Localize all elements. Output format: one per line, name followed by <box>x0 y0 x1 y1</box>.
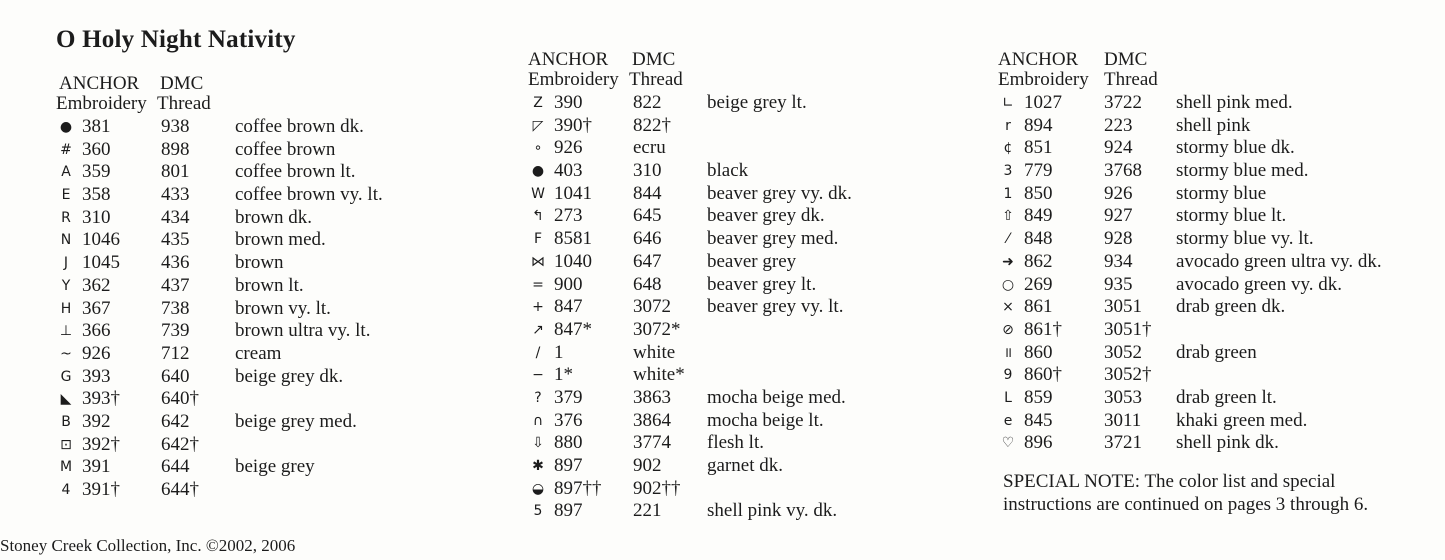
question-mark-icon: ? <box>534 389 542 406</box>
dmc-number: 934 <box>1104 250 1133 272</box>
anchor-subheader: Embroidery <box>998 69 1089 90</box>
color-name: beaver grey vy. dk. <box>707 182 852 204</box>
page-title: O Holy Night Nativity <box>56 26 296 53</box>
color-name: beaver grey lt. <box>707 273 817 295</box>
digit-four-icon: 4 <box>61 482 71 498</box>
down-arrow-icon: ⇩ <box>532 435 544 452</box>
cent-icon: ¢ <box>1003 140 1013 157</box>
letter-a-icon: A <box>61 164 71 181</box>
letter-y-icon: Y <box>61 277 71 294</box>
dmc-number: 3053 <box>1104 386 1142 408</box>
corner-triangle-icon: ◸ <box>532 117 544 134</box>
digit-one-icon: 1 <box>1003 185 1013 202</box>
anchor-number: 273 <box>554 205 583 227</box>
anchor-header: ANCHOR <box>59 73 140 94</box>
letter-l-icon: L <box>1004 389 1012 406</box>
letter-r-small-icon: r <box>1005 117 1011 134</box>
dmc-number: 310 <box>633 160 662 182</box>
diagonal-arrow-icon: ↗ <box>532 321 544 338</box>
dmc-number: 3774 <box>633 432 671 454</box>
dmc-number: 3722 <box>1104 92 1142 113</box>
dmc-number: 3072 <box>633 296 671 318</box>
anchor-number: 360 <box>82 138 111 160</box>
anchor-number: 392† <box>82 433 120 455</box>
dmc-number: 647 <box>633 250 662 272</box>
digit-three-icon: 3 <box>1003 163 1013 180</box>
color-name: drab green <box>1176 341 1257 363</box>
dmc-number: 822† <box>633 114 671 136</box>
color-name: mocha beige med. <box>707 386 846 408</box>
anchor-number: 310 <box>82 206 111 228</box>
color-name: coffee brown lt. <box>235 161 356 183</box>
anchor-number: 1045 <box>82 252 120 274</box>
dmc-number: 3011 <box>1104 409 1142 431</box>
dmc-number: 642† <box>161 433 199 455</box>
anchor-number: 359 <box>82 161 111 183</box>
letter-n-icon: N <box>60 232 72 249</box>
color-name: beige grey lt. <box>707 92 807 113</box>
anchor-number: 391† <box>82 479 120 500</box>
color-name: drab green lt. <box>1176 386 1277 408</box>
anchor-number: 880 <box>554 432 583 454</box>
anchor-header: ANCHOR <box>528 49 609 70</box>
anchor-number: 851 <box>1024 137 1053 159</box>
anchor-number: 392 <box>82 410 111 432</box>
dmc-number: 436 <box>161 252 190 274</box>
half-circle-icon: ◒ <box>531 480 545 497</box>
dmc-number: ecru <box>633 137 666 159</box>
dmc-number: 648 <box>633 273 662 295</box>
plus-icon: + <box>532 299 544 316</box>
color-name: brown med. <box>235 229 326 251</box>
dmc-number: 640† <box>161 388 199 410</box>
up-arrow-icon: ⇧ <box>1002 208 1014 225</box>
anchor-number: 1040 <box>554 250 592 272</box>
anchor-number: 859 <box>1024 386 1053 408</box>
copyright-footer: Stoney Creek Collection, Inc. ©2002, 2006 <box>0 536 296 555</box>
dmc-number: 434 <box>161 206 190 228</box>
color-name: avocado green vy. dk. <box>1176 273 1343 295</box>
color-name: drab green dk. <box>1176 296 1286 318</box>
anchor-number: 849 <box>1024 205 1053 227</box>
hook-arrow-icon: ↰ <box>532 208 544 225</box>
dmc-number: 822 <box>633 92 662 113</box>
anchor-number: 850 <box>1024 182 1053 204</box>
color-name: coffee brown dk. <box>235 116 364 137</box>
dmc-number: 926 <box>1104 182 1133 204</box>
color-name: brown dk. <box>235 206 313 228</box>
anchor-number: 779 <box>1024 160 1053 182</box>
anchor-number: 847 <box>554 296 583 318</box>
arch-icon: ∩ <box>532 412 544 429</box>
anchor-subheader: Embroidery <box>56 93 147 114</box>
dmc-number: white <box>633 341 676 363</box>
letter-r-icon: R <box>61 209 71 226</box>
dmc-number: 640 <box>161 365 190 387</box>
dmc-number: 435 <box>161 229 190 251</box>
dmc-number: 645 <box>633 205 662 227</box>
color-name: beige grey dk. <box>235 365 344 387</box>
dmc-number: 902 <box>633 455 662 476</box>
dmc-number: 739 <box>161 320 190 342</box>
dmc-number: 935 <box>1104 273 1133 295</box>
letter-b-icon: B <box>61 413 71 430</box>
dmc-number: 3052 <box>1104 341 1142 363</box>
teardrop-icon: ● <box>59 119 73 135</box>
dmc-number: 644† <box>161 479 199 500</box>
anchor-number: 1027 <box>1024 92 1062 113</box>
tilde-icon: ~ <box>60 345 72 362</box>
anchor-number: 847* <box>554 318 592 340</box>
dmc-number: 898 <box>161 138 190 160</box>
color-name: stormy blue dk. <box>1176 137 1295 159</box>
anchor-number: 381 <box>82 116 111 137</box>
color-name: brown vy. lt. <box>235 297 331 319</box>
dmc-number: 902†† <box>633 477 681 499</box>
dmc-header: DMC <box>632 49 676 70</box>
anchor-number: 1 <box>554 341 564 363</box>
anchor-number: 1046 <box>82 229 120 251</box>
cross-icon: × <box>1002 299 1014 316</box>
anchor-number: 926 <box>554 137 583 159</box>
dmc-number: 437 <box>161 274 190 296</box>
dmc-number: 3721 <box>1104 432 1142 454</box>
dmc-number: 844 <box>633 182 662 204</box>
color-name: shell pink med. <box>1176 92 1293 113</box>
color-name: avocado green ultra vy. dk. <box>1176 250 1382 272</box>
letter-g-icon: G <box>60 368 72 385</box>
dmc-number: 738 <box>161 297 190 319</box>
dmc-number: 3051 <box>1104 296 1142 318</box>
color-name: stormy blue vy. lt. <box>1176 228 1314 250</box>
color-name: coffee brown vy. lt. <box>235 184 383 206</box>
fraction-slash-icon: ⁄ <box>1006 231 1010 248</box>
special-note: SPECIAL NOTE: The color list and special instructions are continued on pages 3 through 6. <box>1003 471 1369 515</box>
slashed-circle-icon: ⊘ <box>1002 321 1014 338</box>
color-name: flesh lt. <box>707 432 764 454</box>
anchor-number: 403 <box>554 160 583 182</box>
right-arrow-icon: ➜ <box>1002 253 1014 270</box>
small-circle-icon: ∘ <box>533 140 543 157</box>
dmc-number: 646 <box>633 228 662 250</box>
color-name: brown ultra vy. lt. <box>235 320 371 342</box>
letter-h-icon: H <box>60 300 72 317</box>
dmc-number: 928 <box>1104 228 1133 250</box>
digit-five-icon: 5 <box>533 503 543 520</box>
anchor-number: 1041 <box>554 182 592 204</box>
dmc-number: 3072* <box>633 318 681 340</box>
anchor-header: ANCHOR <box>998 49 1079 70</box>
dmc-subheader: Thread <box>629 69 683 90</box>
asterisk-icon: ✱ <box>532 458 544 474</box>
anchor-number: 358 <box>82 184 111 206</box>
anchor-number: 390 <box>554 92 583 113</box>
anchor-number: 845 <box>1024 409 1053 431</box>
letter-z-icon: Z <box>533 95 543 111</box>
color-name: khaki green med. <box>1176 409 1308 431</box>
anchor-number: 376 <box>554 409 583 431</box>
color-name: garnet dk. <box>707 455 783 476</box>
anchor-number: 391 <box>82 456 111 478</box>
dmc-number: 644 <box>161 456 190 478</box>
letter-w-icon: W <box>531 185 545 202</box>
anchor-subheader: Embroidery <box>528 69 619 90</box>
color-name: beaver grey med. <box>707 228 839 250</box>
color-name: black <box>707 160 749 182</box>
anchor-number: 897 <box>554 455 583 476</box>
anchor-number: 861 <box>1024 296 1053 318</box>
dotted-square-icon: ⊡ <box>60 436 72 453</box>
dmc-number: 801 <box>161 161 190 183</box>
dmc-number: white* <box>633 364 685 386</box>
color-name: beaver grey vy. lt. <box>707 296 844 318</box>
anchor-number: 366 <box>82 320 111 342</box>
letter-j-icon: J <box>63 255 69 272</box>
dmc-number: 642 <box>161 410 190 432</box>
dmc-number: 712 <box>161 342 190 364</box>
dmc-number: 221 <box>633 500 662 522</box>
dmc-number: 3051† <box>1104 318 1152 340</box>
anchor-number: 393 <box>82 365 111 387</box>
bowtie-icon: ⋈ <box>531 253 545 270</box>
color-name: beige grey med. <box>235 410 357 432</box>
letter-f-icon: F <box>533 231 543 248</box>
dmc-number: 3864 <box>633 409 671 431</box>
hash-icon: # <box>60 141 72 158</box>
dmc-header: DMC <box>160 73 204 94</box>
triangle-icon: ◣ <box>60 391 72 408</box>
dmc-number: 3863 <box>633 386 671 408</box>
anchor-number: 848 <box>1024 228 1053 250</box>
up-tack-icon: ⊥ <box>59 323 73 340</box>
color-name: beige grey <box>235 456 315 478</box>
dmc-number: 3052† <box>1104 364 1152 386</box>
anchor-number: 862 <box>1024 250 1053 272</box>
dmc-number: 938 <box>161 116 190 137</box>
digit-nine-icon: 9 <box>1003 367 1013 384</box>
anchor-number: 379 <box>554 386 583 408</box>
anchor-number: 897 <box>554 500 583 522</box>
color-name: cream <box>235 342 282 364</box>
anchor-number: 861† <box>1024 318 1062 340</box>
anchor-number: 894 <box>1024 114 1053 136</box>
corner-angle-icon: ∟ <box>1002 95 1014 111</box>
dmc-number: 3768 <box>1104 160 1142 182</box>
anchor-number: 860 <box>1024 341 1053 363</box>
color-name: shell pink vy. dk. <box>707 500 838 522</box>
anchor-number: 8581 <box>554 228 592 250</box>
anchor-number: 269 <box>1024 273 1053 295</box>
color-name: shell pink <box>1176 114 1251 136</box>
color-name: beaver grey <box>707 250 797 272</box>
slash-icon: / <box>535 344 541 361</box>
anchor-number: 393† <box>82 388 120 410</box>
anchor-number: 1* <box>554 364 573 386</box>
dmc-header: DMC <box>1104 49 1148 70</box>
anchor-number: 367 <box>82 297 111 319</box>
dmc-subheader: Thread <box>1104 69 1158 90</box>
color-name: stormy blue lt. <box>1176 205 1287 227</box>
filled-circle-icon: ● <box>531 163 545 180</box>
letter-e-small-icon: e <box>1003 412 1013 429</box>
double-bar-icon: ॥ <box>1003 344 1013 361</box>
color-name: coffee brown <box>235 138 336 160</box>
dmc-number: 927 <box>1104 205 1133 227</box>
dmc-subheader: Thread <box>157 93 211 114</box>
anchor-number: 900 <box>554 273 583 295</box>
anchor-number: 897†† <box>554 477 602 499</box>
dmc-number: 223 <box>1104 114 1133 136</box>
letter-e-icon: E <box>61 187 71 204</box>
anchor-number: 390† <box>554 114 592 136</box>
color-name: stormy blue <box>1176 182 1267 204</box>
letter-m-icon: M <box>59 459 73 476</box>
color-name: brown <box>235 252 284 274</box>
color-name: shell pink dk. <box>1176 432 1279 454</box>
heart-icon: ♡ <box>1001 435 1015 452</box>
anchor-number: 926 <box>82 342 111 364</box>
dmc-number: 924 <box>1104 137 1133 159</box>
anchor-number: 896 <box>1024 432 1053 454</box>
anchor-number: 860† <box>1024 364 1062 386</box>
anchor-number: 362 <box>82 274 111 296</box>
color-name: mocha beige lt. <box>707 409 824 431</box>
dmc-number: 433 <box>161 184 190 206</box>
open-circle-icon: ○ <box>1001 276 1015 293</box>
color-name: beaver grey dk. <box>707 205 825 227</box>
color-name: stormy blue med. <box>1176 160 1309 182</box>
color-name: brown lt. <box>235 274 304 296</box>
equals-icon: = <box>532 276 544 293</box>
dash-icon: − <box>532 367 544 384</box>
